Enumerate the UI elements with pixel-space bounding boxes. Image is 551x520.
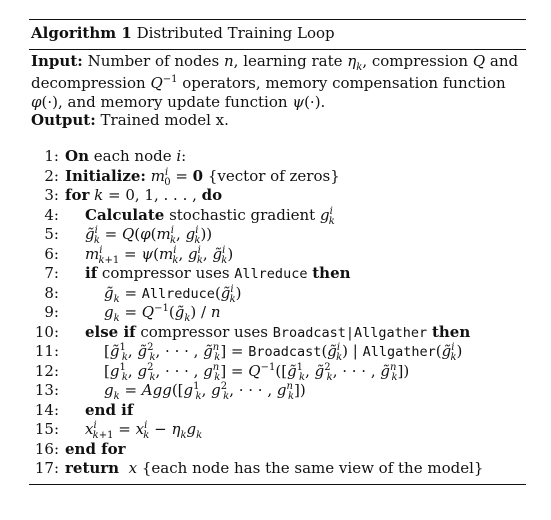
line-code: return x {each node has the same view of the model} (65, 459, 484, 478)
line-number: 12: (34, 361, 59, 380)
io-block (29, 50, 526, 129)
step-3 (29, 186, 526, 206)
algorithm-steps (29, 147, 526, 479)
line-number: 8: (44, 283, 59, 302)
input-line: Input: Number of nodes n, learning rate $\eta_k$, compression Q and decompression $Q^{-1}$ operators, memory compensation function φ(·), and memory update function ψ(·). (31, 52, 519, 111)
line-code: end if (85, 400, 134, 419)
line-code: $g_k = Agg([g^1_k$, $g^2_k$, · · · , $g^n_k$]) (104, 381, 306, 403)
line-code: for k = 0, 1, . . . , do (65, 186, 223, 205)
output-text: Trained model x. (100, 111, 229, 130)
line-number: 17: (34, 459, 59, 478)
line-code: if compressor uses Allreduce then (85, 264, 351, 283)
line-code: Initialize: $m^i_0 = 0$ {vector of zeros} (65, 166, 340, 188)
input-label: Input: (31, 52, 83, 71)
algorithm-title (29, 20, 526, 45)
line-code: On each node i: (65, 147, 187, 166)
line-number: 9: (44, 303, 59, 322)
step-1 (29, 147, 526, 167)
line-code: $x^i_{k+1} = x^i_k - \eta_kg_k$ (85, 420, 203, 442)
line-number: 13: (34, 381, 59, 400)
step-7 (29, 264, 526, 284)
step-5 (29, 225, 526, 245)
line-number: 10: (34, 322, 59, 341)
line-number: 6: (44, 244, 59, 263)
line-number: 1: (44, 147, 59, 166)
line-code: $g̃_k$ = Allreduce(g̃$^i_k$) (104, 283, 242, 305)
algorithm-title-label: Algorithm 1 (31, 24, 132, 42)
step-11 (29, 342, 526, 362)
line-code: Calculate stochastic gradient $g^i_k$ (85, 205, 335, 227)
step-15 (29, 420, 526, 440)
output-line (31, 111, 526, 129)
line-number: 16: (34, 439, 59, 458)
step-4 (29, 206, 526, 226)
step-13 (29, 381, 526, 401)
step-17 (29, 459, 526, 479)
line-code: g̃$^i_k$ = $Q(\varphi(m^i_k$, $g^i_k$)) (85, 225, 213, 247)
step-16 (29, 440, 526, 460)
line-number: 15: (34, 420, 59, 439)
line-number: 4: (44, 205, 59, 224)
step-2 (29, 167, 526, 187)
line-code: [$g^1_k$, $g^2_k$, · · · , $g^n_k$] = $Q^{-1}([g̃^1_k$, g̃$^2_k$, · · · , g̃$^n_k$]) (104, 361, 410, 383)
step-9 (29, 303, 526, 323)
line-code: $m^i_{k+1} = \psi(m^i_k$, $g^i_k$, g̃$^i_k$) (85, 244, 234, 266)
line-code: $g_k$ = $Q^{-1}(g̃_k)$ / n (104, 303, 221, 325)
line-number: 2: (44, 166, 59, 185)
line-number: 14: (34, 400, 59, 419)
step-10 (29, 323, 526, 343)
line-code: else if compressor uses Broadcast|Allgather then (85, 322, 471, 341)
line-number: 3: (44, 186, 59, 205)
step-12 (29, 362, 526, 382)
line-number: 5: (44, 225, 59, 244)
bottom-rule (29, 484, 526, 485)
line-code: end for (65, 439, 126, 458)
output-label: Output: (31, 111, 96, 130)
line-number: 7: (44, 264, 59, 283)
step-14 (29, 401, 526, 421)
step-8 (29, 284, 526, 304)
line-code: [g̃$^1_k$, g̃$^2_k$, · · · , g̃$^n_k$] = Broadcast(g̃$^i_k$) | Allgather(g̃$^i_k$) (104, 342, 463, 364)
step-6 (29, 245, 526, 265)
algorithm-box (29, 19, 526, 485)
algorithm-title-text: Distributed Training Loop (136, 24, 335, 42)
line-number: 11: (34, 342, 59, 361)
